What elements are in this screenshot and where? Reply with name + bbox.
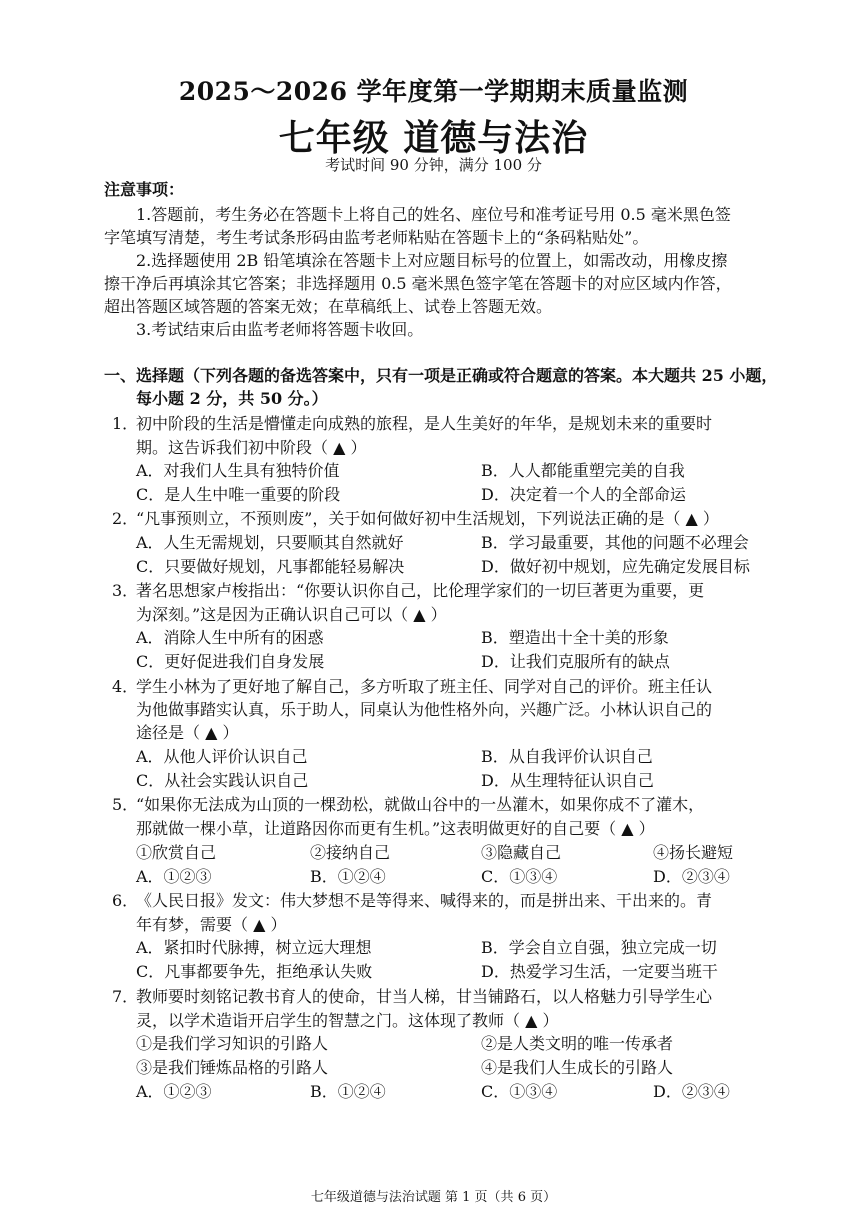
question-stem: 那就做一棵小草，让道路因你而更有生机。”这表明做更好的自己要（ ▲ ） [136, 819, 655, 838]
question-number: 3． [112, 581, 139, 600]
option-a: A．紧扣时代脉搏，树立远大理想 [136, 938, 372, 957]
option-b: B．人人都能重塑完美的自我 [481, 461, 685, 480]
question-stem: 著名思想家卢梭指出：“你要认识你自己，比伦理学家们的一切巨著更为重要，更 [136, 581, 705, 600]
question-stem: “如果你无法成为山顶的一棵劲松，就做山谷中的一丛灌木，如果你成不了灌木， [136, 795, 705, 814]
option-c: C．①③④ [481, 1082, 558, 1101]
question-stem: 年有梦，需要（ ▲ ） [136, 915, 287, 934]
notice-line: 超出答题区域答题的答案无效；在草稿纸上、试卷上答题无效。 [104, 297, 553, 316]
statement-item: ①是我们学习知识的引路人 [136, 1034, 329, 1053]
question-stem: 灵，以学术造诣开启学生的智慧之门。这体现了教师（ ▲ ） [136, 1011, 559, 1030]
exam-info: 考试时间 90 分钟，满分 100 分 [325, 156, 542, 174]
question-number: 7． [112, 987, 139, 1006]
option-a: A．消除人生中所有的困惑 [136, 628, 324, 647]
notice-line: 3.考试结束后由监考老师将答题卡收回。 [136, 320, 424, 339]
option-c: C．凡事都要争先，拒绝承认失败 [136, 962, 373, 981]
exam-title: 2025～2026 学年度第一学期期末质量监测 [178, 77, 689, 106]
option-d: D．让我们克服所有的缺点 [481, 652, 670, 671]
question-stem: 为深刻。”这是因为正确认识自己可以（ ▲ ） [136, 605, 447, 624]
option-a: A．①②③ [136, 1082, 212, 1101]
question-stem: 初中阶段的生活是懵懂走向成熟的旅程，是人生美好的年华，是规划未来的重要时 [136, 414, 713, 433]
question-stem: 《人民日报》发文：伟大梦想不是等得来、喊得来的，而是拼出来、干出来的。青 [136, 891, 713, 910]
question-stem: 为他做事踏实认真，乐于助人，同桌认为他性格外向，兴趣广泛。小林认识自己的 [136, 700, 713, 719]
statement-item: ③隐藏自己 [481, 843, 562, 862]
option-b: B．①②④ [310, 1082, 386, 1101]
option-d: D．从生理特征认识自己 [481, 771, 654, 790]
notice-line: 字笔填写清楚，考生考试条形码由监考老师粘贴在答题卡上的“条码粘贴处”。 [104, 228, 649, 247]
notice-heading: 注意事项： [104, 180, 185, 199]
question-stem: 学生小林为了更好地了解自己，多方听取了班主任、同学对自己的评价。班主任认 [136, 677, 713, 696]
statement-item: ②接纳自己 [310, 843, 391, 862]
question-number: 6． [112, 891, 139, 910]
option-d: D．②③④ [653, 1082, 730, 1101]
question-number: 4． [112, 677, 139, 696]
option-a: A．对我们人生具有独特价值 [136, 461, 340, 480]
subject-title: 七年级 道德与法治 [278, 117, 589, 159]
question-number: 1． [112, 414, 139, 433]
option-d: D．做好初中规划，应先确定发展目标 [481, 557, 750, 576]
question-stem: “凡事预则立，不预则废”，关于如何做好初中生活规划，下列说法正确的是（ ▲ ） [136, 509, 719, 528]
question-number: 2． [112, 509, 139, 528]
page-footer: 七年级道德与法治试题 第 1 页（共 6 页） [310, 1190, 557, 1205]
option-d: D．决定着一个人的全部命运 [481, 485, 686, 504]
notice-line: 擦干净后再填涂其它答案；非选择题用 0.5 毫米黑色签字笔在答题卡的对应区域内作答， [104, 274, 732, 293]
option-b: B．学会自立自强，独立完成一切 [481, 938, 717, 957]
option-c: C．更好促进我们自身发展 [136, 652, 325, 671]
statement-item: ②是人类文明的唯一传承者 [481, 1034, 674, 1053]
option-d: D．热爱学习生活，一定要当班干 [481, 962, 718, 981]
notice-line: 2.选择题使用 2B 铅笔填涂在答题卡上对应题目标号的位置上，如需改动，用橡皮擦 [136, 251, 728, 270]
statement-item: ①欣赏自己 [136, 843, 217, 862]
notice-line: 1.答题前，考生务必在答题卡上将自己的姓名、座位号和准考证号用 0.5 毫米黑色签 [136, 205, 731, 224]
option-a: A．①②③ [136, 867, 212, 886]
option-b: B．①②④ [310, 867, 386, 886]
statement-item: ③是我们锤炼品格的引路人 [136, 1058, 329, 1077]
question-stem: 教师要时刻铭记教书育人的使命，甘当人梯，甘当铺路石，以人格魅力引导学生心 [136, 987, 713, 1006]
question-stem: 途径是（ ▲ ） [136, 723, 239, 742]
option-b: B．塑造出十全十美的形象 [481, 628, 669, 647]
option-c: C．是人生中唯一重要的阶段 [136, 485, 341, 504]
option-b: B．从自我评价认识自己 [481, 747, 653, 766]
statement-item: ④是我们人生成长的引路人 [481, 1058, 674, 1077]
question-number: 5． [112, 795, 139, 814]
option-d: D．②③④ [653, 867, 730, 886]
section-heading: 每小题 2 分，共 50 分。） [136, 389, 328, 408]
option-c: C．①③④ [481, 867, 558, 886]
option-c: C．只要做好规划，凡事都能轻易解决 [136, 557, 405, 576]
statement-item: ④扬长避短 [653, 843, 734, 862]
section-heading: 一、选择题（下列各题的备选答案中，只有一项是正确或符合题意的答案。本大题共 25 小题， [104, 366, 778, 385]
option-a: A．从他人评价认识自己 [136, 747, 308, 766]
option-c: C．从社会实践认识自己 [136, 771, 309, 790]
option-b: B．学习最重要，其他的问题不必理会 [481, 533, 749, 552]
question-stem: 期。这告诉我们初中阶段（ ▲ ） [136, 438, 367, 457]
option-a: A．人生无需规划，只要顺其自然就好 [136, 533, 404, 552]
